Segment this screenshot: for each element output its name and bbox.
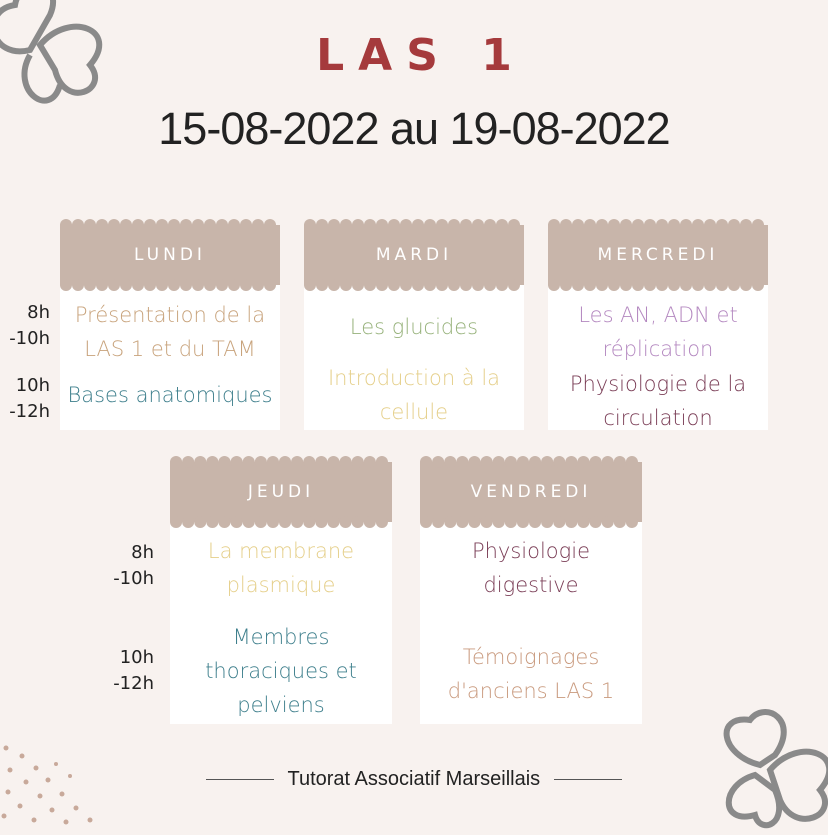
time-slot-morning: 8h -10h (113, 542, 154, 589)
day-label: LUNDI (134, 245, 206, 265)
scallop-edge (170, 456, 392, 468)
footer-divider-right (554, 779, 622, 780)
day-card-mardi (304, 225, 524, 430)
day-label: VENDREDI (470, 482, 592, 502)
scallop-edge (420, 456, 642, 468)
page-title: LAS 1 (316, 30, 526, 81)
course-slot-1: Les glucides (349, 315, 479, 339)
course-slot-2: Introduction à la cellule (327, 366, 501, 424)
day-header-vendredi (420, 462, 642, 522)
time-slot-late: 10h -12h (113, 647, 154, 694)
time-slot-morning: 8h -10h (9, 302, 50, 349)
course-slot-2: Physiologie de la circulation (569, 372, 747, 430)
scallop-edge (304, 219, 524, 231)
scallop-edge (548, 279, 768, 291)
day-header-jeudi (170, 462, 392, 522)
scallop-edge (60, 279, 280, 291)
scallop-edge (420, 516, 642, 528)
day-label: MARDI (375, 245, 453, 265)
footer (0, 768, 828, 791)
course-slot-2: Bases anatomiques (67, 383, 273, 407)
day-header-mardi (304, 225, 524, 285)
scallop-edge (304, 279, 524, 291)
scallop-edge (60, 219, 280, 231)
scallop-edge (170, 516, 392, 528)
date-range: 15-08-2022 au 19-08-2022 (158, 103, 670, 154)
course-slot-2: Membres thoraciques et pelviens (205, 625, 357, 717)
day-card-lundi (60, 225, 280, 430)
day-card-mercredi (548, 225, 768, 430)
footer-divider-left (206, 779, 274, 780)
day-header-mercredi (548, 225, 768, 285)
day-card-vendredi (420, 462, 642, 724)
course-slot-1: Les AN, ADN et réplication (578, 303, 738, 361)
course-slot-1: La membrane plasmique (207, 539, 355, 597)
course-slot-2: Témoignages d'anciens LAS 1 (447, 645, 615, 703)
day-label: JEUDI (247, 482, 315, 502)
scallop-edge (548, 219, 768, 231)
course-slot-1: Présentation de la LAS 1 et du TAM (74, 303, 266, 361)
time-slot-late: 10h -12h (9, 375, 50, 422)
day-card-jeudi (170, 462, 392, 724)
day-label: MERCREDI (597, 245, 719, 265)
course-slot-1: Physiologie digestive (471, 539, 591, 597)
day-header-lundi (60, 225, 280, 285)
footer-text: Tutorat Associatif Marseillais (287, 768, 541, 790)
